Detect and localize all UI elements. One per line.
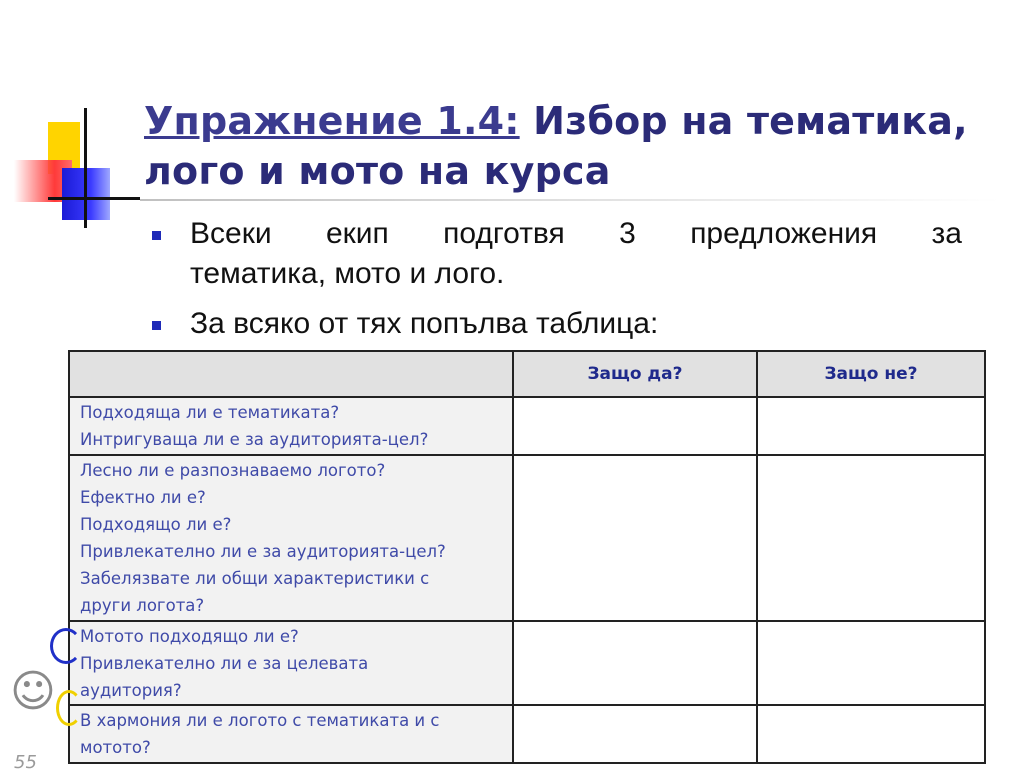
bullet-word: подготвя <box>443 217 565 250</box>
question-line: Лесно ли е разпознаваемо логото? <box>80 461 386 480</box>
bullet-word: Всеки <box>190 217 272 250</box>
table-header-row <box>69 351 985 397</box>
question-cell <box>69 705 513 763</box>
question-line: Подходяща ли е тематиката? <box>80 403 340 422</box>
question-line: Привлекателно ли е за целевата <box>80 654 369 673</box>
header-cell-why-no: Защо не? <box>757 351 985 397</box>
bullet-line-1 <box>190 214 962 254</box>
question-cell <box>69 455 513 621</box>
title-underline-rule <box>140 199 1000 201</box>
question-line: Ефектно ли е? <box>80 488 206 507</box>
horizontal-line <box>48 197 140 200</box>
question-cell <box>69 621 513 705</box>
smiley-icon: ☺ <box>10 666 56 717</box>
answer-cell-no[interactable] <box>757 455 985 621</box>
evaluation-table <box>68 350 986 764</box>
answer-cell-yes[interactable] <box>513 397 757 455</box>
answer-cell-no[interactable] <box>757 621 985 705</box>
answer-cell-no[interactable] <box>757 397 985 455</box>
title-decoration <box>0 0 140 240</box>
table-row <box>69 397 985 455</box>
yellow-circle-icon <box>56 690 82 726</box>
bullet-line-2: тематика, мото и лого. <box>190 257 505 290</box>
bullet-square-icon <box>152 231 161 240</box>
question-line: мотото? <box>80 738 151 757</box>
question-line: други логота? <box>80 596 205 615</box>
bullet-word: екип <box>325 217 389 250</box>
bullet-square-icon <box>152 321 161 330</box>
answer-cell-yes[interactable] <box>513 621 757 705</box>
title-lead: Упражнение 1.4: <box>144 99 520 143</box>
answer-cell-yes[interactable] <box>513 705 757 763</box>
page-number: 55 <box>14 752 37 773</box>
answer-cell-yes[interactable] <box>513 455 757 621</box>
bullet-item <box>152 214 962 294</box>
table-row <box>69 705 985 763</box>
blue-circle-icon <box>50 628 82 664</box>
slide-title <box>144 96 1004 196</box>
question-line: Интригуваща ли е за аудиторията-цел? <box>80 430 429 449</box>
question-line: Забелязвате ли общи характеристики с <box>80 569 430 588</box>
question-cell <box>69 397 513 455</box>
bullet-list <box>152 214 962 354</box>
question-line: Привлекателно ли е за аудиторията-цел? <box>80 542 446 561</box>
bullet-text: За всяко от тях попълва таблица: <box>190 307 659 340</box>
title-rest: Избор на тематика, лого и мото на курса <box>144 99 968 193</box>
vertical-line <box>84 108 87 228</box>
bullet-item <box>152 304 962 344</box>
bullet-word: за <box>931 217 962 250</box>
table-row <box>69 455 985 621</box>
bullet-word: предложения <box>690 217 878 250</box>
question-line: аудитория? <box>80 681 182 700</box>
bullet-word: 3 <box>619 217 636 250</box>
table-row <box>69 621 985 705</box>
header-cell-why-yes: Защо да? <box>513 351 757 397</box>
question-line: Подходящо ли е? <box>80 515 232 534</box>
question-line: В хармония ли е логото с тематиката и с <box>80 711 440 730</box>
evaluation-table-wrapper <box>68 350 984 764</box>
header-cell-empty <box>69 351 513 397</box>
answer-cell-no[interactable] <box>757 705 985 763</box>
question-line: Мотото подходящо ли е? <box>80 627 299 646</box>
